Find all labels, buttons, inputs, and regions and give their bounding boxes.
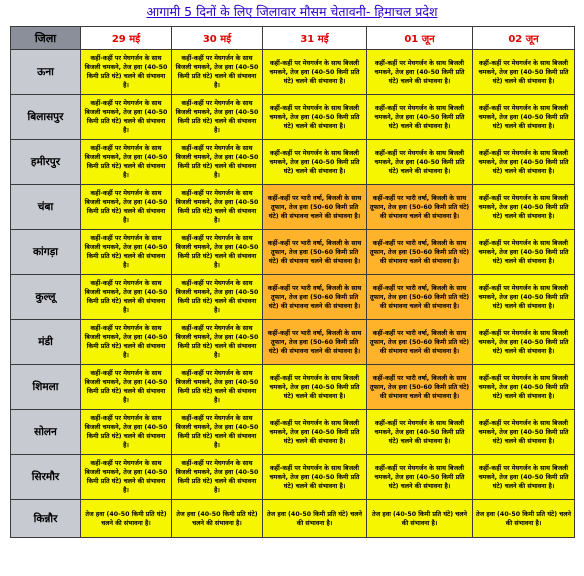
warning-cell: कहीं-कहीं पर मेघगर्जन के साथ बिजली चमकने, तेज हवा (40-50 किमी प्रति घंटे) चलने की संभावना है। bbox=[473, 365, 575, 410]
warning-cell: कहीं-कहीं पर मेघगर्जन के साथ बिजली चमकने, तेज हवा (40-50 किमी प्रति घंटे) चलने की संभावना है। bbox=[172, 275, 263, 320]
warning-cell: कहीं-कहीं पर मेघगर्जन के साथ बिजली चमकने, तेज हवा (40-50 किमी प्रति घंटे) चलने की संभावना है। bbox=[473, 50, 575, 95]
district-name: मंडी bbox=[11, 320, 81, 365]
warning-cell: कहीं-कहीं पर मेघगर्जन के साथ बिजली चमकने, तेज हवा (40-50 किमी प्रति घंटे) चलने की संभावना है। bbox=[81, 95, 172, 140]
table-row bbox=[11, 365, 575, 410]
table-row bbox=[11, 500, 575, 538]
warning-cell: कहीं-कहीं पर मेघगर्जन के साथ बिजली चमकने, तेज हवा (40-50 किमी प्रति घंटे) चलने की संभावना है। bbox=[263, 410, 367, 455]
district-column-header: जिला bbox=[11, 27, 81, 50]
warning-cell: कहीं-कहीं पर मेघगर्जन के साथ बिजली चमकने, तेज हवा (40-50 किमी प्रति घंटे) चलने की संभावना है। bbox=[367, 455, 473, 500]
table-row bbox=[11, 95, 575, 140]
warning-cell: कहीं-कहीं पर मेघगर्जन के साथ बिजली चमकने, तेज हवा (40-50 किमी प्रति घंटे) चलने की संभावना है। bbox=[81, 185, 172, 230]
page-title: आगामी 5 दिनों के लिए जिलावार मौसम चेतावनी- हिमाचल प्रदेश bbox=[146, 4, 438, 19]
warning-cell: कहीं-कहीं पर मेघगर्जन के साथ बिजली चमकने, तेज हवा (40-50 किमी प्रति घंटे) चलने की संभावना है। bbox=[172, 320, 263, 365]
warning-cell: कहीं-कहीं पर मेघगर्जन के साथ बिजली चमकने, तेज हवा (40-50 किमी प्रति घंटे) चलने की संभावना है। bbox=[263, 95, 367, 140]
date-header: 02 जून bbox=[473, 27, 575, 50]
warning-cell: कहीं-कहीं पर मेघगर्जन के साथ बिजली चमकने, तेज हवा (40-50 किमी प्रति घंटे) चलने की संभावना है। bbox=[367, 140, 473, 185]
warning-cell: कहीं-कहीं पर मेघगर्जन के साथ बिजली चमकने, तेज हवा (40-50 किमी प्रति घंटे) चलने की संभावना है। bbox=[81, 455, 172, 500]
warning-cell: कहीं-कहीं पर मेघगर्जन के साथ बिजली चमकने, तेज हवा (40-50 किमी प्रति घंटे) चलने की संभावना है। bbox=[367, 95, 473, 140]
warning-cell: कहीं-कहीं पर मेघगर्जन के साथ बिजली चमकने, तेज हवा (40-50 किमी प्रति घंटे) चलने की संभावना है। bbox=[263, 455, 367, 500]
header-row bbox=[11, 27, 575, 50]
warning-cell: कहीं-कहीं पर मेघगर्जन के साथ बिजली चमकने, तेज हवा (40-50 किमी प्रति घंटे) चलने की संभावना है। bbox=[81, 320, 172, 365]
district-name: किन्नौर bbox=[11, 500, 81, 538]
warning-cell: कहीं-कहीं पर मेघगर्जन के साथ बिजली चमकने, तेज हवा (40-50 किमी प्रति घंटे) चलने की संभावना है। bbox=[81, 230, 172, 275]
warning-cell: कहीं-कहीं पर मेघगर्जन के साथ बिजली चमकने, तेज हवा (40-50 किमी प्रति घंटे) चलने की संभावना है। bbox=[367, 50, 473, 95]
date-header: 30 मई bbox=[172, 27, 263, 50]
district-name: शिमला bbox=[11, 365, 81, 410]
warning-cell: कहीं-कहीं पर मेघगर्जन के साथ बिजली चमकने, तेज हवा (40-50 किमी प्रति घंटे) चलने की संभावना है। bbox=[172, 185, 263, 230]
warning-cell: कहीं-कहीं पर मेघगर्जन के साथ बिजली चमकने, तेज हवा (40-50 किमी प्रति घंटे) चलने की संभावना है। bbox=[473, 140, 575, 185]
warning-cell: कहीं-कहीं पर मेघगर्जन के साथ बिजली चमकने, तेज हवा (40-50 किमी प्रति घंटे) चलने की संभावना है। bbox=[172, 410, 263, 455]
warning-cell: कहीं-कहीं पर भारी वर्षा, बिजली के साथ तूफान, तेज हवा (50-60 किमी प्रति घंटे) की संभावना चलने की संभावना है। bbox=[263, 320, 367, 365]
date-header: 01 जून bbox=[367, 27, 473, 50]
district-name: सोलन bbox=[11, 410, 81, 455]
district-name: चंबा bbox=[11, 185, 81, 230]
warning-cell: कहीं-कहीं पर भारी वर्षा, बिजली के साथ तूफान, तेज हवा (50-60 किमी प्रति घंटे) की संभावना चलने की संभावना है। bbox=[367, 320, 473, 365]
warning-cell: कहीं-कहीं पर भारी वर्षा, बिजली के साथ तूफान, तेज हवा (50-60 किमी प्रति घंटे) की संभावना चलने की संभावना है। bbox=[367, 275, 473, 320]
district-name: ऊना bbox=[11, 50, 81, 95]
warning-cell: कहीं-कहीं पर मेघगर्जन के साथ बिजली चमकने, तेज हवा (40-50 किमी प्रति घंटे) चलने की संभावना है। bbox=[473, 275, 575, 320]
warning-cell: कहीं-कहीं पर मेघगर्जन के साथ बिजली चमकने, तेज हवा (40-50 किमी प्रति घंटे) चलने की संभावना है। bbox=[172, 95, 263, 140]
warning-cell: तेज हवा (40-50 किमी प्रति घंटे) चलने की संभावना है। bbox=[172, 500, 263, 538]
warning-cell: कहीं-कहीं पर मेघगर्जन के साथ बिजली चमकने, तेज हवा (40-50 किमी प्रति घंटे) चलने की संभावना है। bbox=[172, 140, 263, 185]
district-name: सिरमौर bbox=[11, 455, 81, 500]
warning-cell: कहीं-कहीं पर मेघगर्जन के साथ बिजली चमकने, तेज हवा (40-50 किमी प्रति घंटे) चलने की संभावना है। bbox=[473, 410, 575, 455]
warning-cell: कहीं-कहीं पर भारी वर्षा, बिजली के साथ तूफान, तेज हवा (50-60 किमी प्रति घंटे) की संभावना चलने की संभावना है। bbox=[263, 185, 367, 230]
warning-cell: कहीं-कहीं पर मेघगर्जन के साथ बिजली चमकने, तेज हवा (40-50 किमी प्रति घंटे) चलने की संभावना है। bbox=[81, 275, 172, 320]
warning-cell: कहीं-कहीं पर मेघगर्जन के साथ बिजली चमकने, तेज हवा (40-50 किमी प्रति घंटे) चलने की संभावना है। bbox=[172, 365, 263, 410]
table-row bbox=[11, 50, 575, 95]
warning-cell: कहीं-कहीं पर मेघगर्जन के साथ बिजली चमकने, तेज हवा (40-50 किमी प्रति घंटे) चलने की संभावना है। bbox=[172, 50, 263, 95]
table-row bbox=[11, 230, 575, 275]
warning-cell: कहीं-कहीं पर मेघगर्जन के साथ बिजली चमकने, तेज हवा (40-50 किमी प्रति घंटे) चलने की संभावना है। bbox=[81, 410, 172, 455]
warning-cell: तेज हवा (40-50 किमी प्रति घंटे) चलने की संभावना है। bbox=[367, 500, 473, 538]
table-row bbox=[11, 410, 575, 455]
date-header: 29 मई bbox=[81, 27, 172, 50]
table-row bbox=[11, 275, 575, 320]
warning-cell: कहीं-कहीं पर मेघगर्जन के साथ बिजली चमकने, तेज हवा (40-50 किमी प्रति घंटे) चलने की संभावना है। bbox=[473, 230, 575, 275]
warning-cell: कहीं-कहीं पर भारी वर्षा, बिजली के साथ तूफान, तेज हवा (50-60 किमी प्रति घंटे) की संभावना चलने की संभावना है। bbox=[367, 365, 473, 410]
date-header: 31 मई bbox=[263, 27, 367, 50]
table-row bbox=[11, 455, 575, 500]
warning-cell: कहीं-कहीं पर भारी वर्षा, बिजली के साथ तूफान, तेज हवा (50-60 किमी प्रति घंटे) की संभावना चलने की संभावना है। bbox=[263, 275, 367, 320]
warning-cell: कहीं-कहीं पर मेघगर्जन के साथ बिजली चमकने, तेज हवा (40-50 किमी प्रति घंटे) चलने की संभावना है। bbox=[473, 185, 575, 230]
warning-cell: कहीं-कहीं पर मेघगर्जन के साथ बिजली चमकने, तेज हवा (40-50 किमी प्रति घंटे) चलने की संभावना है। bbox=[81, 365, 172, 410]
warning-cell: कहीं-कहीं पर मेघगर्जन के साथ बिजली चमकने, तेज हवा (40-50 किमी प्रति घंटे) चलने की संभावना है। bbox=[473, 95, 575, 140]
district-name: कुल्लू bbox=[11, 275, 81, 320]
table-row bbox=[11, 320, 575, 365]
warning-cell: कहीं-कहीं पर मेघगर्जन के साथ बिजली चमकने, तेज हवा (40-50 किमी प्रति घंटे) चलने की संभावना है। bbox=[172, 230, 263, 275]
warning-table bbox=[10, 26, 575, 538]
warning-cell: कहीं-कहीं पर मेघगर्जन के साथ बिजली चमकने, तेज हवा (40-50 किमी प्रति घंटे) चलने की संभावना है। bbox=[367, 410, 473, 455]
warning-cell: कहीं-कहीं पर मेघगर्जन के साथ बिजली चमकने, तेज हवा (40-50 किमी प्रति घंटे) चलने की संभावना है। bbox=[172, 455, 263, 500]
warning-cell: तेज हवा (40-50 किमी प्रति घंटे) चलने की संभावना है। bbox=[473, 500, 575, 538]
warning-cell: तेज हवा (40-50 किमी प्रति घंटे) चलने की संभावना है। bbox=[263, 500, 367, 538]
district-name: बिलासपुर bbox=[11, 95, 81, 140]
warning-cell: कहीं-कहीं पर मेघगर्जन के साथ बिजली चमकने, तेज हवा (40-50 किमी प्रति घंटे) चलने की संभावना है। bbox=[263, 365, 367, 410]
warning-cell: कहीं-कहीं पर भारी वर्षा, बिजली के साथ तूफान, तेज हवा (50-60 किमी प्रति घंटे) की संभावना चलने की संभावना है। bbox=[367, 230, 473, 275]
warning-cell: कहीं-कहीं पर भारी वर्षा, बिजली के साथ तूफान, तेज हवा (50-60 किमी प्रति घंटे) की संभावना चलने की संभावना है। bbox=[367, 185, 473, 230]
warning-cell: कहीं-कहीं पर मेघगर्जन के साथ बिजली चमकने, तेज हवा (40-50 किमी प्रति घंटे) चलने की संभावना है। bbox=[473, 320, 575, 365]
table-row bbox=[11, 140, 575, 185]
district-name: कांगड़ा bbox=[11, 230, 81, 275]
warning-cell: कहीं-कहीं पर मेघगर्जन के साथ बिजली चमकने, तेज हवा (40-50 किमी प्रति घंटे) चलने की संभावना है। bbox=[81, 50, 172, 95]
warning-cell: तेज हवा (40-50 किमी प्रति घंटे) चलने की संभावना है। bbox=[81, 500, 172, 538]
district-name: हमीरपुर bbox=[11, 140, 81, 185]
warning-cell: कहीं-कहीं पर मेघगर्जन के साथ बिजली चमकने, तेज हवा (40-50 किमी प्रति घंटे) चलने की संभावना है। bbox=[81, 140, 172, 185]
warning-cell: कहीं-कहीं पर भारी वर्षा, बिजली के साथ तूफान, तेज हवा (50-60 किमी प्रति घंटे) की संभावना चलने की संभावना है। bbox=[263, 230, 367, 275]
table-row bbox=[11, 185, 575, 230]
warning-cell: कहीं-कहीं पर मेघगर्जन के साथ बिजली चमकने, तेज हवा (40-50 किमी प्रति घंटे) चलने की संभावना है। bbox=[263, 50, 367, 95]
warning-cell: कहीं-कहीं पर मेघगर्जन के साथ बिजली चमकने, तेज हवा (40-50 किमी प्रति घंटे) चलने की संभावना है। bbox=[263, 140, 367, 185]
warning-cell: कहीं-कहीं पर मेघगर्जन के साथ बिजली चमकने, तेज हवा (40-50 किमी प्रति घंटे) चलने की संभावना है। bbox=[473, 455, 575, 500]
